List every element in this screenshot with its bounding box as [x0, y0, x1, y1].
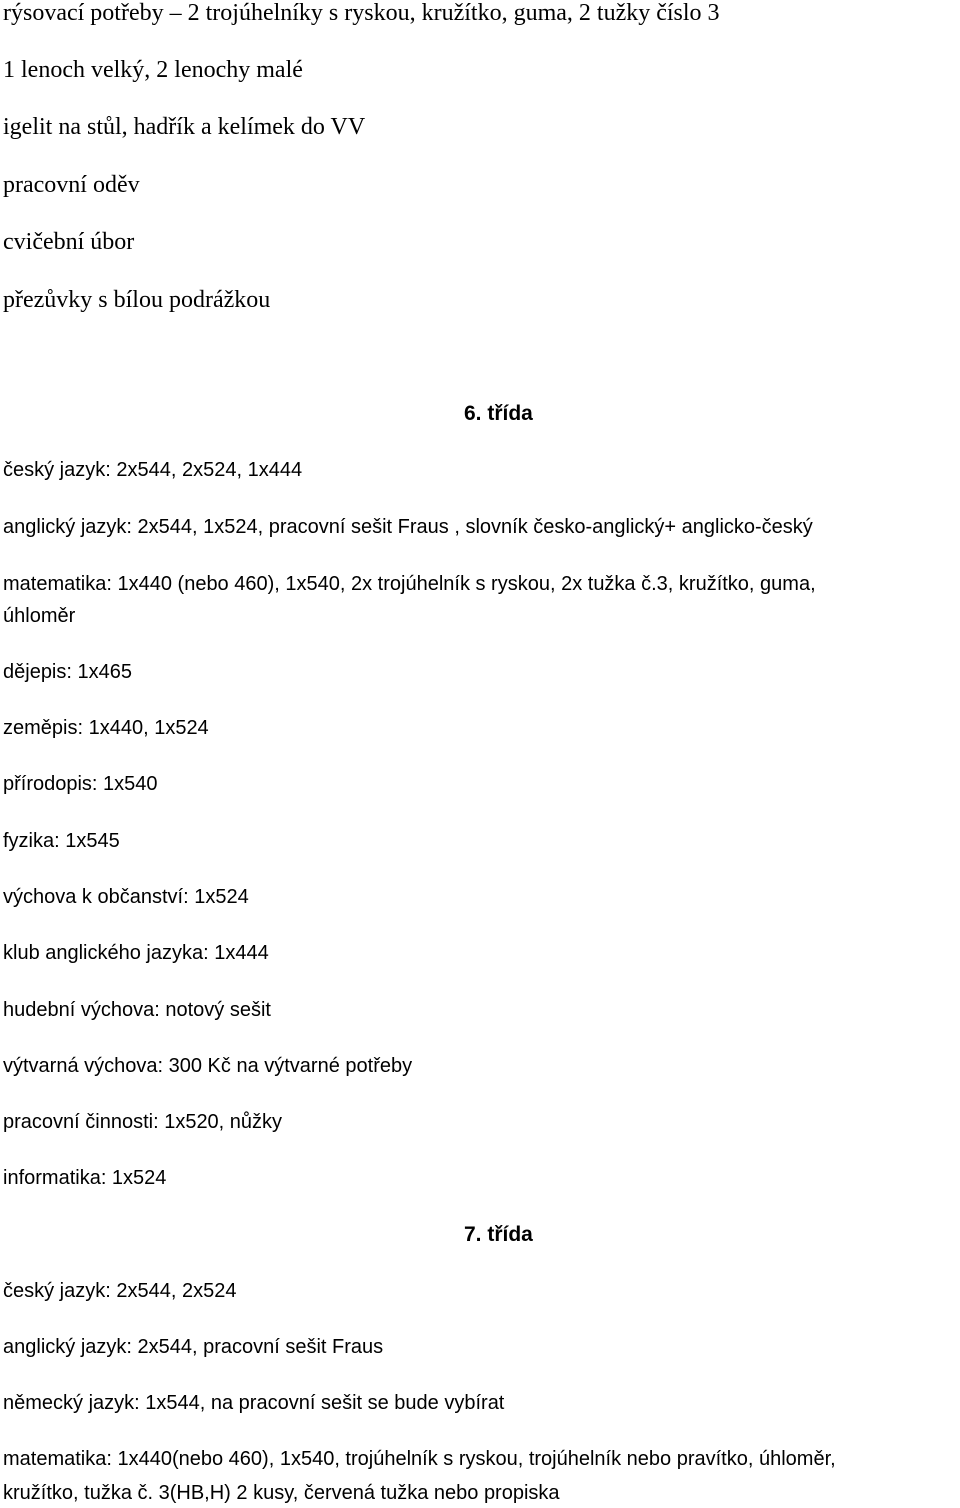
supply-item-cushions: 1 lenoch velký, 2 lenochy malé — [3, 57, 303, 83]
grade6-item-civics: výchova k občanství: 1x524 — [3, 886, 249, 908]
grade7-item-english: anglický jazyk: 2x544, pracovní sešit Fraus — [3, 1336, 384, 1358]
grade6-item-english-club: klub anglického jazyka: 1x444 — [3, 942, 269, 964]
grade7-item-german: německý jazyk: 1x544, na pracovní sešit se bude vybírat — [3, 1392, 505, 1414]
grade6-item-math: matematika: 1x440 (nebo 460), 1x540, 2x trojúhelník s ryskou, 2x tužka č.3, kružítko, guma, — [3, 573, 816, 595]
grade6-item-geography: zeměpis: 1x440, 1x524 — [3, 717, 209, 739]
grade6-item-english: anglický jazyk: 2x544, 1x524, pracovní sešit Fraus , slovník česko-anglický+ anglicko-český — [3, 516, 813, 538]
grade6-item-czech: český jazyk: 2x544, 2x524, 1x444 — [3, 459, 303, 481]
grade6-item-biology: přírodopis: 1x540 — [3, 773, 158, 795]
supply-item-work-clothes: pracovní oděv — [3, 172, 140, 198]
grade6-item-history: dějepis: 1x465 — [3, 661, 132, 683]
supply-item-art-cover: igelit na stůl, hadřík a kelímek do VV — [3, 114, 366, 140]
grade6-item-informatics: informatika: 1x524 — [3, 1167, 167, 1189]
grade6-item-math-cont: úhloměr — [3, 605, 76, 627]
supply-item-drawing-tools: rýsovací potřeby – 2 trojúhelníky s ryskou, kružítko, guma, 2 tužky číslo 3 — [3, 0, 720, 26]
grade7-item-math: matematika: 1x440(nebo 460), 1x540, trojúhelník s ryskou, trojúhelník nebo pravítko, úhloměr, — [3, 1448, 836, 1470]
grade7-heading: 7. třída — [464, 1223, 533, 1246]
grade6-item-art: výtvarná výchova: 300 Kč na výtvarné potřeby — [3, 1055, 413, 1077]
grade6-heading: 6. třída — [464, 402, 533, 425]
grade6-item-work: pracovní činnosti: 1x520, nůžky — [3, 1111, 283, 1133]
grade6-item-music: hudební výchova: notový sešit — [3, 999, 271, 1021]
supply-item-gym-clothes: cvičební úbor — [3, 229, 135, 255]
grade6-item-physics: fyzika: 1x545 — [3, 830, 120, 852]
grade7-item-math-cont: kružítko, tužka č. 3(HB,H) 2 kusy, červená tužka nebo propiska — [3, 1482, 560, 1504]
grade7-item-czech: český jazyk: 2x544, 2x524 — [3, 1280, 237, 1302]
supply-item-slippers: přezůvky s bílou podrážkou — [3, 287, 271, 313]
